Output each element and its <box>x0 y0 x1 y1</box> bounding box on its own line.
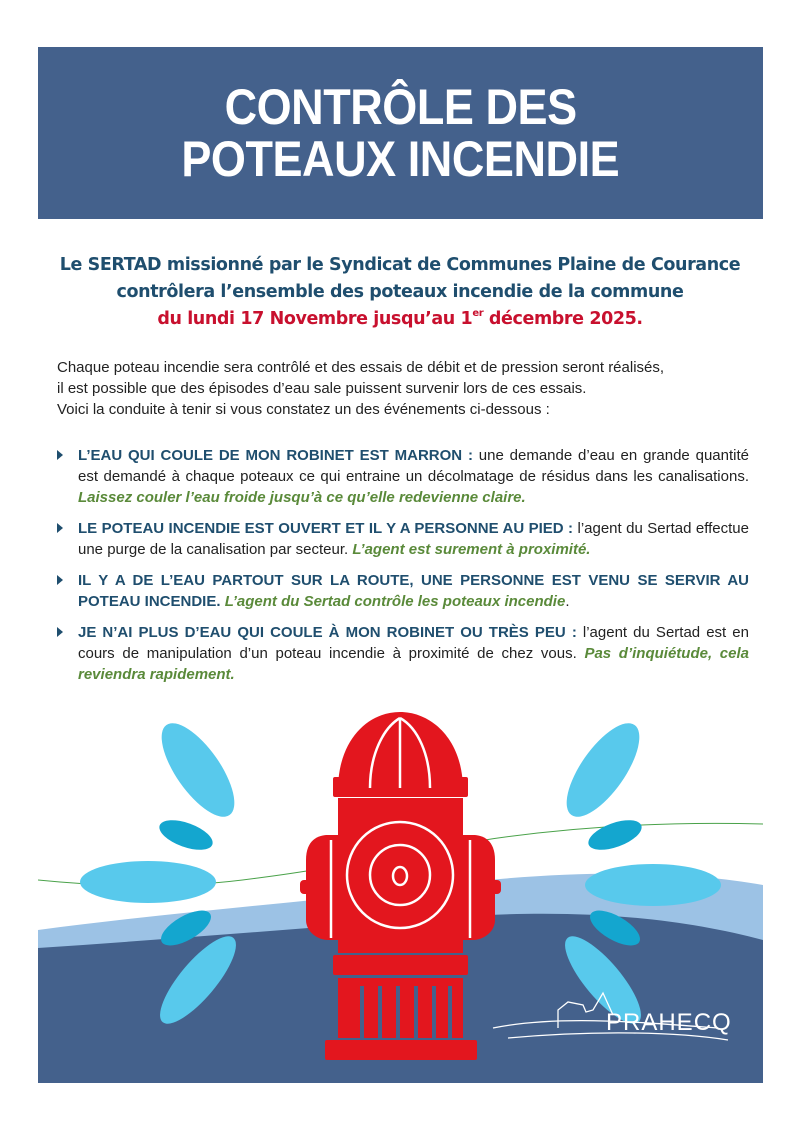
title-line-1: CONTRÔLE DES <box>224 79 577 135</box>
intro-block <box>40 252 760 333</box>
bullet-heading: LE POTEAU INCENDIE EST OUVERT ET IL Y A PERSONNE AU PIED : <box>78 520 574 537</box>
date-text: du lundi 17 Novembre jusqu’au 1 <box>157 309 473 329</box>
paragraph-line-1: Chaque poteau incendie sera contrôlé et des essais de débit et de pression seront réalisés, <box>57 359 665 376</box>
bullet-text: une demande d’eau en grande quantité est demandé à chaque poteaux ce qui entraine un décolmatage de résidus dans les canalisations. <box>78 447 749 485</box>
bullet-arrow-icon <box>57 575 63 585</box>
bullet-arrow-icon <box>57 627 63 637</box>
list-item <box>57 445 749 508</box>
title-line-2: POTEAUX INCENDIE <box>181 131 620 187</box>
bullet-tail: . <box>565 593 570 610</box>
water-drop-icon <box>553 712 652 827</box>
water-drop-icon <box>156 814 217 856</box>
paragraph-line-2: il est possible que des épisodes d’eau sale puissent survenir lors de ces essais. <box>57 380 587 397</box>
title-banner <box>38 47 763 219</box>
list-item <box>57 518 749 560</box>
bullet-heading: JE N’AI PLUS D’EAU QUI COULE À MON ROBINET OU TRÈS PEU : <box>78 624 577 641</box>
bullet-heading: IL Y A DE L’EAU PARTOUT SUR LA ROUTE, UNE PERSONNE EST VENU SE SERVIR AU POTEAU INCENDIE. <box>78 572 749 610</box>
intro-line-2: contrôlera l’ensemble des poteaux incendie de la commune <box>116 282 684 302</box>
water-drop-icon <box>148 712 247 827</box>
paragraph-line-3: Voici la conduite à tenir si vous constatez un des événements ci-dessous : <box>57 401 550 418</box>
bullet-advice: Pas d’inquiétude, cela reviendra rapidement. <box>78 645 750 683</box>
intro-paragraph <box>57 357 757 420</box>
water-drop-icon <box>585 864 721 906</box>
bullet-advice: Laissez couler l’eau froide jusqu’à ce qu’elle redevienne claire. <box>78 489 526 506</box>
list-item <box>57 622 749 685</box>
water-drop-icon <box>585 814 646 856</box>
intro-line-1: Le SERTAD missionné par le Syndicat de Communes Plaine de Courance <box>59 255 741 275</box>
logo-text: PRAHECQ <box>606 1009 732 1036</box>
bullet-text: l’agent du Sertad effectue une purge de la canalisation par secteur. <box>78 520 749 558</box>
bullet-advice: L’agent du Sertad contrôle les poteaux incendie <box>224 593 566 610</box>
bullet-arrow-icon <box>57 450 63 460</box>
bullet-advice: L’agent est surement à proximité. <box>352 541 591 558</box>
bullet-heading: L’EAU QUI COULE DE MON ROBINET EST MARRON : <box>78 447 473 464</box>
intro-date-line <box>40 306 760 333</box>
list-item <box>57 570 749 612</box>
bullet-arrow-icon <box>57 523 63 533</box>
date-text-end: décembre 2025. <box>483 309 643 329</box>
bullet-text: l’agent du Sertad est en cours de manipulation d’un poteau incendie à proximité de chez vous. <box>78 624 749 662</box>
fire-hydrant-illustration <box>38 710 763 1083</box>
water-drop-icon <box>80 861 216 903</box>
bullet-list <box>57 445 749 695</box>
date-superscript: er <box>472 308 484 319</box>
